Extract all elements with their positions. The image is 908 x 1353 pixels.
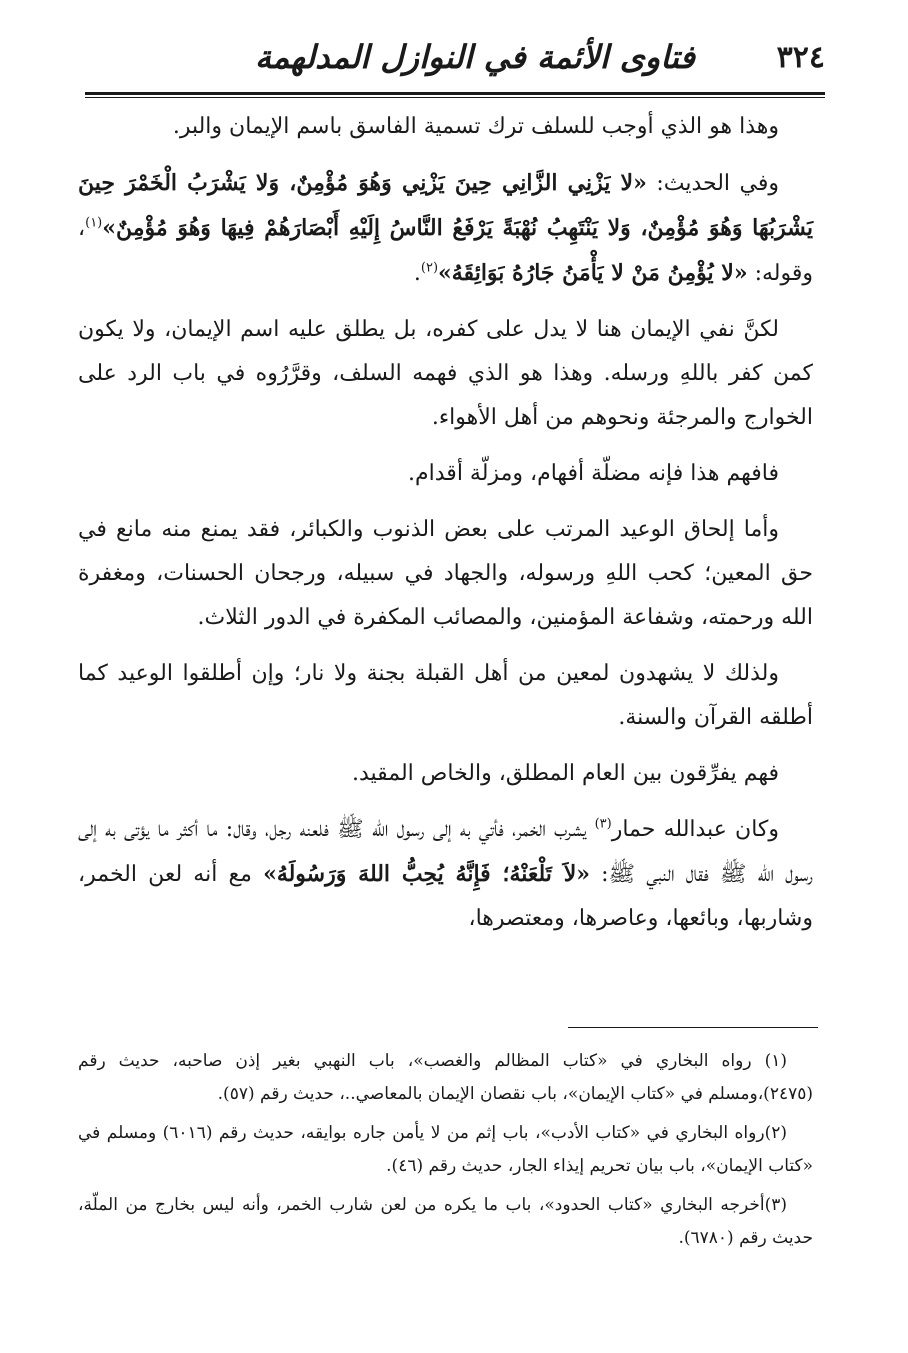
hadith-quote: «لا يَزْنِي الزَّانِي حِينَ يَزْنِي وَهُوَ مُؤْمِنٌ، وَلا يَشْرَبُ الْخَمْرَ حِينَ يَشْرَبُهَا وَهُوَ مُؤْمِنٌ، وَلا يَنْتَهِبُ نُهْبَةً يَرْفَعُ النَّاسُ إِلَيْهِ أَبْصَارَهُمْ فِيهَا وَهُوَ مُؤْمِنٌ» <box>78 170 813 241</box>
paragraph: وهذا هو الذي أوجب للسلف ترك تسمية الفاسق باسم الإيمان والبر. <box>172 114 779 139</box>
paragraph: لكنَّ نفي الإيمان هنا لا يدل على كفره، بل يطلق عليه اسم الإيمان، ولا يكون كمن كفر باللهِ ورسله. وهذا هو الذي فهمه السلف، وقرَّرُوه في باب الرد على الخوارج والمرجئة ونحوهم من أهل الأهواء. <box>78 317 813 430</box>
footnote-separator <box>568 1027 818 1028</box>
paragraph: فهم يفرِّقون بين العام المطلق، والخاص المقيد. <box>351 761 779 786</box>
footnote: (١) رواه البخاري في «كتاب المظالم والغصب»، باب النهبي بغير إذن صاحبه، حديث رقم (٢٤٧٥)،ومسلم في «كتاب الإيمان»، باب نقصان الإيمان بالمعاصي..، حديث رقم (٥٧). <box>78 1051 813 1104</box>
paragraph-text: وفي الحديث: <box>646 171 779 196</box>
header-rule-thin <box>85 97 825 98</box>
page-number: ٣٢٤ <box>776 40 825 75</box>
footnote-ref: (١) <box>85 215 103 231</box>
paragraph-text: وكان عبدالله حمار <box>611 817 780 842</box>
footnote-ref: (٢) <box>420 260 439 276</box>
paragraph-text: مع أنه لعن الخمر، وشاربها، وبائعها، وعاصرها، ومعتصرها، <box>78 862 813 931</box>
paragraph-text: . <box>413 261 421 286</box>
hadith-quote: «لاَ تَلْعَنْهُ؛ فَإِنَّهُ يُحِبُّ اللهَ وَرَسُولَهُ» <box>263 861 591 887</box>
paragraph-hadith <box>78 808 813 941</box>
footnote: (٢)رواه البخاري في «كتاب الأدب»، باب إثم من لا يأمن جاره بوايقه، حديث رقم (٦٠١٦) ومسلم في «كتاب الإيمان»، باب بيان تحريم إيذاء الجار، حديث رقم (٤٦). <box>78 1123 813 1176</box>
paragraph: فافهم هذا فإنه مضلّة أفهام، ومزلّة أقدام. <box>408 461 779 486</box>
paragraph-text: ، وقوله: <box>78 216 813 286</box>
paragraph-text: يشرب الخمر، فأتي به إلى رسول الله ﷺ فلعنه رجل، وقال: ما أكثر ما يؤتى به إلى رسول الله ﷺ فقال النبي ﷺ: <box>78 817 813 887</box>
header-rule <box>85 92 825 95</box>
paragraph: وأما إلحاق الوعيد المرتب على بعض الذنوب والكبائر، فقد يمنع منه مانع في حق المعين؛ كحب اللهِ ورسوله، والجهاد في سبيله، ورجحان الحسنات، ومغفرة الله ورحمته، وشفاعة المؤمنين، والمصائب المكفرة في الدور الثلاث. <box>78 517 813 630</box>
paragraph-hadith <box>78 161 813 296</box>
footnote-ref: (٣) <box>594 816 612 832</box>
hadith-quote: «لا يُؤْمِنُ مَنْ لا يَأْمَنُ جَارُهُ بَوَائِقَهُ» <box>438 260 748 286</box>
footnote: (٣)أخرجه البخاري «كتاب الحدود»، باب ما يكره من لعن شارب الخمر، وأنه ليس بخارج من الملّة، حديث رقم (٦٧٨٠). <box>78 1195 813 1248</box>
paragraph: ولذلك لا يشهدون لمعين من أهل القبلة بجنة ولا نار؛ وإن أطلقوا الوعيد كما أطلقه القرآن والسنة. <box>78 661 813 730</box>
main-text <box>78 105 813 953</box>
footnotes <box>78 1045 813 1261</box>
running-title: فتاوى الأئمة في النوازل المدلهمة <box>255 38 695 76</box>
page-header <box>85 38 825 90</box>
